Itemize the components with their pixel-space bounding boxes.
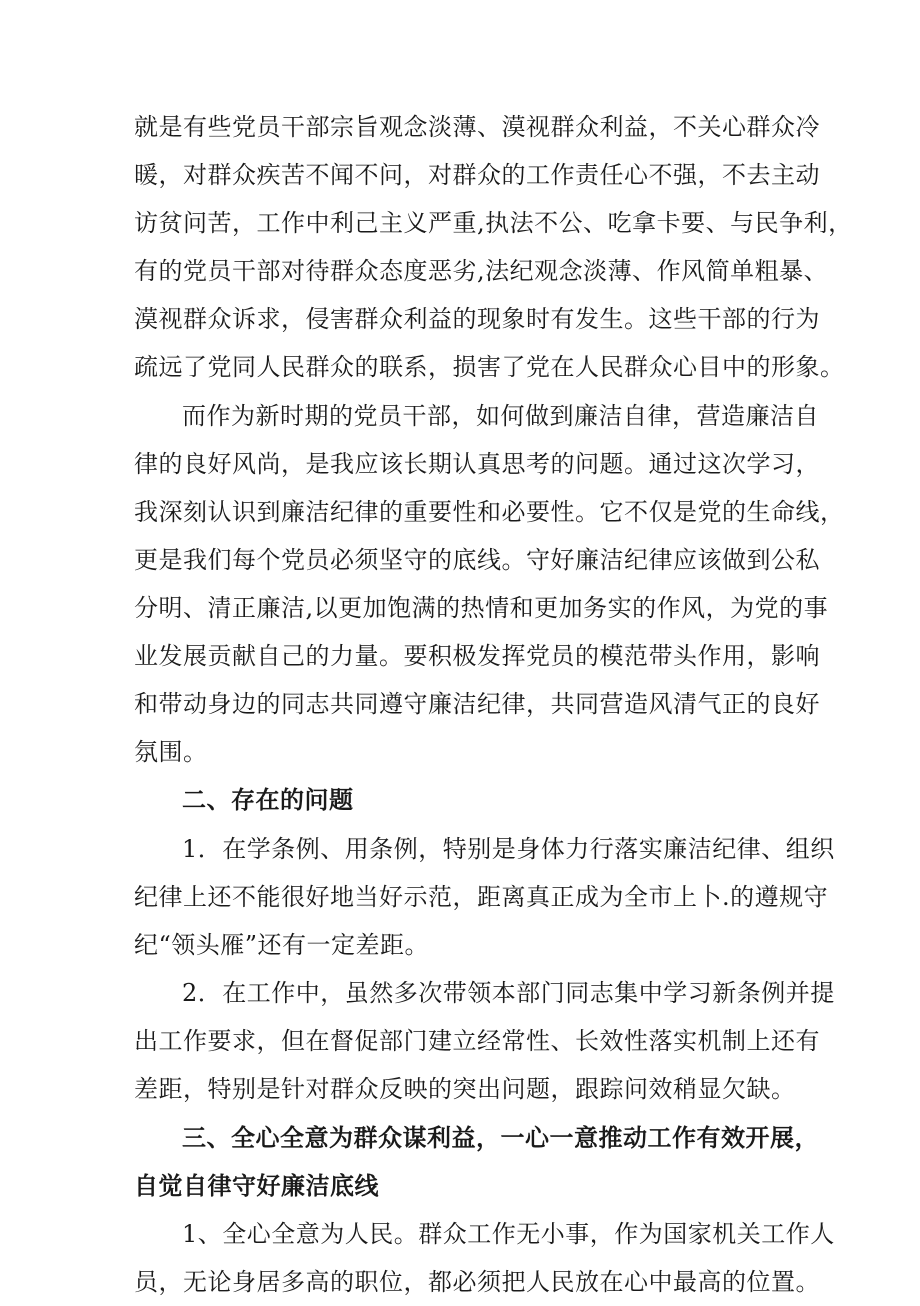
body-text-line: 就是有些党员干部宗旨观念淡薄、漠视群众利益，不关心群众冷 — [134, 113, 820, 141]
section-heading: 二、存在的问题 — [182, 786, 354, 814]
paragraph-first-line: 2．在工作中，虽然多次带领本部门同志集中学习新条例并提 — [182, 979, 835, 1007]
body-text-line: 有的党员干部对待群众态度恶劣,法纪观念淡薄、作风简单粗暴、 — [134, 257, 829, 285]
body-text-line: 纪“领头雁”还有一定差距。 — [134, 931, 430, 959]
paragraph-first-line: 而作为新时期的党员干部，如何做到廉洁自律，营造廉洁自 — [182, 402, 819, 430]
paragraph-first-line: 1．在学条例、用条例，特别是身体力行落实廉洁纪律、组织 — [182, 835, 835, 863]
body-text-line: 疏远了党同人民群众的联系，损害了党在人民群众心目中的形象。 — [134, 353, 845, 381]
body-text-line: 我深刻认识到廉洁纪律的重要性和必要性。它不仅是党的生命线， — [134, 498, 845, 526]
body-text-line: 律的良好风尚，是我应该长期认真思考的问题。通过这次学习， — [134, 450, 820, 478]
body-text-line: 漠视群众诉求，侵害群众利益的现象时有发生。这些干部的行为 — [134, 305, 820, 333]
body-text-line: 出工作要求，但在督促部门建立经常性、长效性落实机制上还有 — [134, 1027, 820, 1055]
body-text-line: 和带动身边的同志共同遵守廉洁纪律，共同营造风清气正的良好 — [134, 690, 820, 718]
body-text-line: 差距，特别是针对群众反映的突出问题，跟踪问效稍显欠缺。 — [134, 1075, 796, 1103]
section-heading-continuation: 自觉自律守好廉洁底线 — [134, 1172, 379, 1200]
body-text-line: 氛围。 — [134, 738, 208, 766]
paragraph-first-line: 1、全心全意为人民。群众工作无小事，作为国家机关工作人 — [182, 1220, 835, 1248]
body-text-line: 分明、清正廉洁,以更加饱满的热情和更加务实的作风，为党的事 — [134, 594, 829, 622]
body-text-line: 纪律上还不能很好地当好示范，距离真正成为全市上卜.的遵规守 — [134, 883, 829, 911]
body-text-line: 业发展贡献自己的力量。要积极发挥党员的模范带头作用，影响 — [134, 642, 820, 670]
body-text-line: 更是我们每个党员必须坚守的底线。守好廉洁纪律应该做到公私 — [134, 546, 820, 574]
body-text-line: 访贫问苦，工作中利己主义严重,执法不公、吃拿卡要、与民争利， — [134, 209, 853, 237]
body-text-line: 暖，对群众疾苦不闻不问，对群众的工作责任心不强，不去主动 — [134, 161, 820, 189]
section-heading: 三、全心全意为群众谋利益，一心一意推动工作有效开展， — [182, 1124, 819, 1152]
body-text-line: 员，无论身居多高的职位，都必须把人民放在心中最高的位置。 — [134, 1268, 820, 1296]
